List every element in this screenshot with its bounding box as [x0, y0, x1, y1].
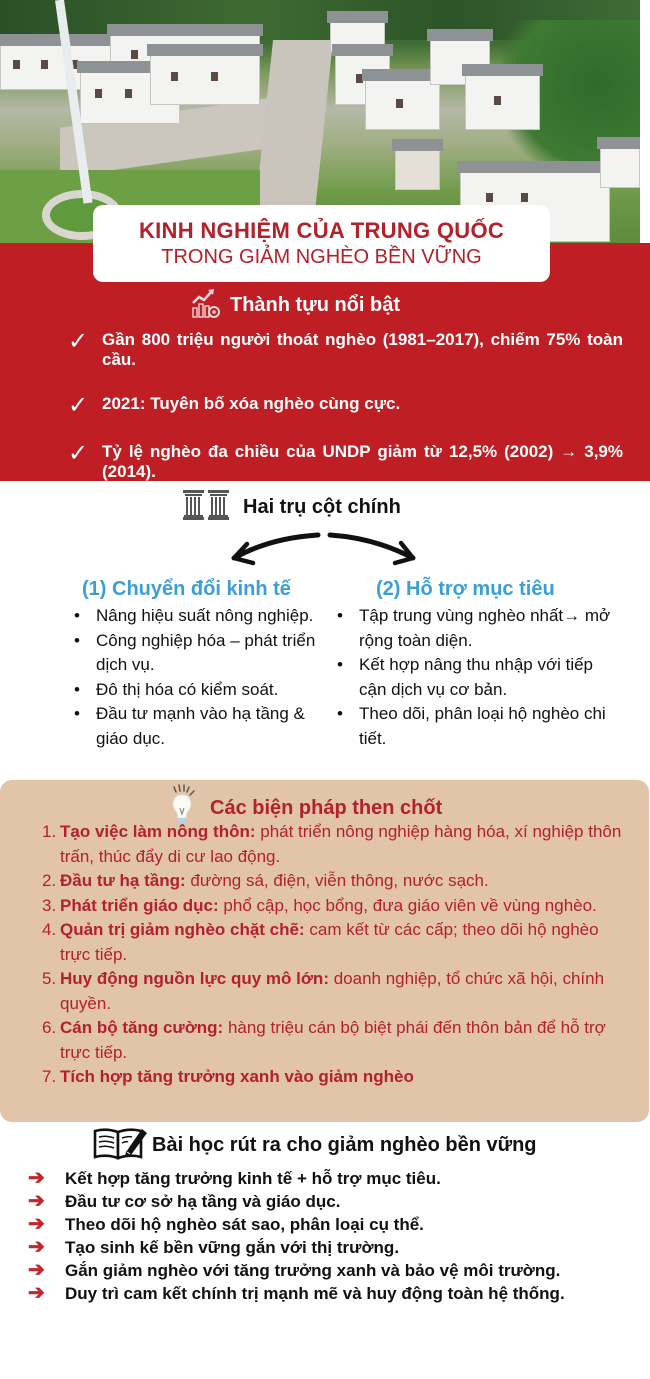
- right-arrow-icon: [330, 535, 413, 558]
- list-item: • Tập trung vùng nghèo nhất→ mở rộng toàn diện.: [335, 604, 625, 653]
- list-item: • Theo dõi, phân loại hộ nghèo chi tiết.: [335, 702, 625, 751]
- arrow-right-icon: ➔: [28, 1213, 45, 1235]
- list-item: ✓ 2021: Tuyên bố xóa nghèo cùng cực.: [68, 392, 401, 419]
- open-book-pencil-icon: [92, 1125, 148, 1165]
- pillars-title: Hai trụ cột chính: [243, 495, 401, 518]
- measures-list: [42, 820, 632, 1090]
- pillars-heading: [183, 490, 401, 524]
- achievements-title: Thành tựu nổi bật: [230, 293, 401, 316]
- house: [600, 148, 640, 188]
- list-item: • Đô thị hóa có kiểm soát.: [72, 678, 334, 703]
- lessons-title: Bài học rút ra cho giảm nghèo bền vững: [152, 1133, 537, 1156]
- page-title: KINH NGHIỆM CỦA TRUNG QUỐC: [138, 218, 505, 243]
- list-item: ➔ Theo dõi hộ nghèo sát sao, phân loại cụ thể.: [28, 1213, 424, 1235]
- arrow-right-icon: ➔: [28, 1259, 45, 1281]
- page-subtitle: TRONG GIẢM NGHÈO BỀN VỮNG: [161, 246, 482, 268]
- pillar-title: (1) Chuyển đổi kinh tế: [82, 578, 291, 600]
- arrow-right-icon: ➔: [28, 1167, 45, 1189]
- list-item: ➔ Gắn giảm nghèo với tăng trưởng xanh và bảo vệ môi trường.: [28, 1259, 561, 1281]
- list-item: 3. Phát triển giáo dục: phổ cập, học bổng, đưa giáo viên về vùng nghèo.: [42, 895, 597, 915]
- lessons-heading: [92, 1125, 537, 1165]
- list-item: • Công nghiệp hóa – phát triển dịch vụ.: [72, 629, 334, 678]
- house: [150, 55, 260, 105]
- list-item: ➔ Đầu tư cơ sở hạ tầng và giáo dục.: [28, 1190, 341, 1212]
- list-item: • Kết hợp nâng thu nhập với tiếp cận dịch vụ cơ bản.: [335, 653, 625, 702]
- title-card: [93, 205, 550, 282]
- arrow-right-icon: ➔: [28, 1282, 45, 1304]
- house: [365, 80, 440, 130]
- branch-arrows: [225, 528, 425, 572]
- list-item: ✓ Gần 800 triệu người thoát nghèo (1981–2017), chiếm 75% toàn cầu.: [68, 328, 623, 369]
- list-item: • Đầu tư mạnh vào hạ tầng & giáo dục.: [72, 702, 334, 751]
- list-item: 4. Quản trị giảm nghèo chặt chẽ: cam kết từ các cấp; theo dõi hộ nghèo trực tiếp.: [42, 920, 599, 964]
- list-item: ➔ Duy trì cam kết chính trị mạnh mẽ và huy động toàn hệ thống.: [28, 1282, 565, 1304]
- achievements-heading: [190, 287, 400, 323]
- list-item: 2. Đầu tư hạ tầng: đường sá, điện, viễn thông, nước sạch.: [42, 871, 489, 890]
- arrow-right-icon: ➔: [28, 1236, 45, 1258]
- lessons-list: [28, 1167, 624, 1305]
- growth-chart-icon: [190, 287, 222, 323]
- pillar-targeted-support: [335, 576, 625, 751]
- arrow-right-icon: ➔: [28, 1190, 45, 1212]
- list-item: ✓ Tỷ lệ nghèo đa chiều của UNDP giảm từ 12,5% (2002) → 3,9% (2014).: [68, 440, 623, 481]
- checkmark-icon: ✓: [68, 328, 89, 355]
- checkmark-icon: ✓: [68, 392, 89, 419]
- list-item: 7. Tích hợp tăng trưởng xanh vào giảm nghèo: [42, 1067, 414, 1086]
- measures-title: Các biện pháp then chốt: [210, 796, 443, 819]
- pillar-title: (2) Hỗ trợ mục tiêu: [376, 578, 555, 600]
- pillar-list: [72, 604, 334, 751]
- list-item: • Nâng hiệu suất nông nghiệp.: [72, 604, 334, 629]
- list-item: 6. Cán bộ tăng cường: hàng triệu cán bộ biệt phái đến thôn bản để hỗ trợ trực tiếp.: [42, 1018, 606, 1062]
- pillar-economic-transformation: [72, 576, 334, 751]
- list-item: ➔ Kết hợp tăng trưởng kinh tế + hỗ trợ mục tiêu.: [28, 1167, 441, 1189]
- checkmark-icon: ✓: [68, 440, 89, 467]
- house: [465, 75, 540, 130]
- list-item: 1. Tạo việc làm nông thôn: phát triển nông nghiệp hàng hóa, xí nghiệp thôn trấn, thúc đẩy di cư lao động.: [42, 822, 622, 866]
- pillars-icon: [183, 490, 229, 524]
- list-item: 5. Huy động nguồn lực quy mô lớn: doanh nghiệp, tổ chức xã hội, chính quyền.: [42, 969, 605, 1013]
- key-measures-box: [0, 780, 649, 1122]
- pillar-list: [335, 604, 625, 751]
- achievements-list: [68, 330, 623, 506]
- red-roof-hut: [395, 150, 440, 190]
- list-item: ➔ Tạo sinh kế bền vững gắn với thị trường.: [28, 1236, 400, 1258]
